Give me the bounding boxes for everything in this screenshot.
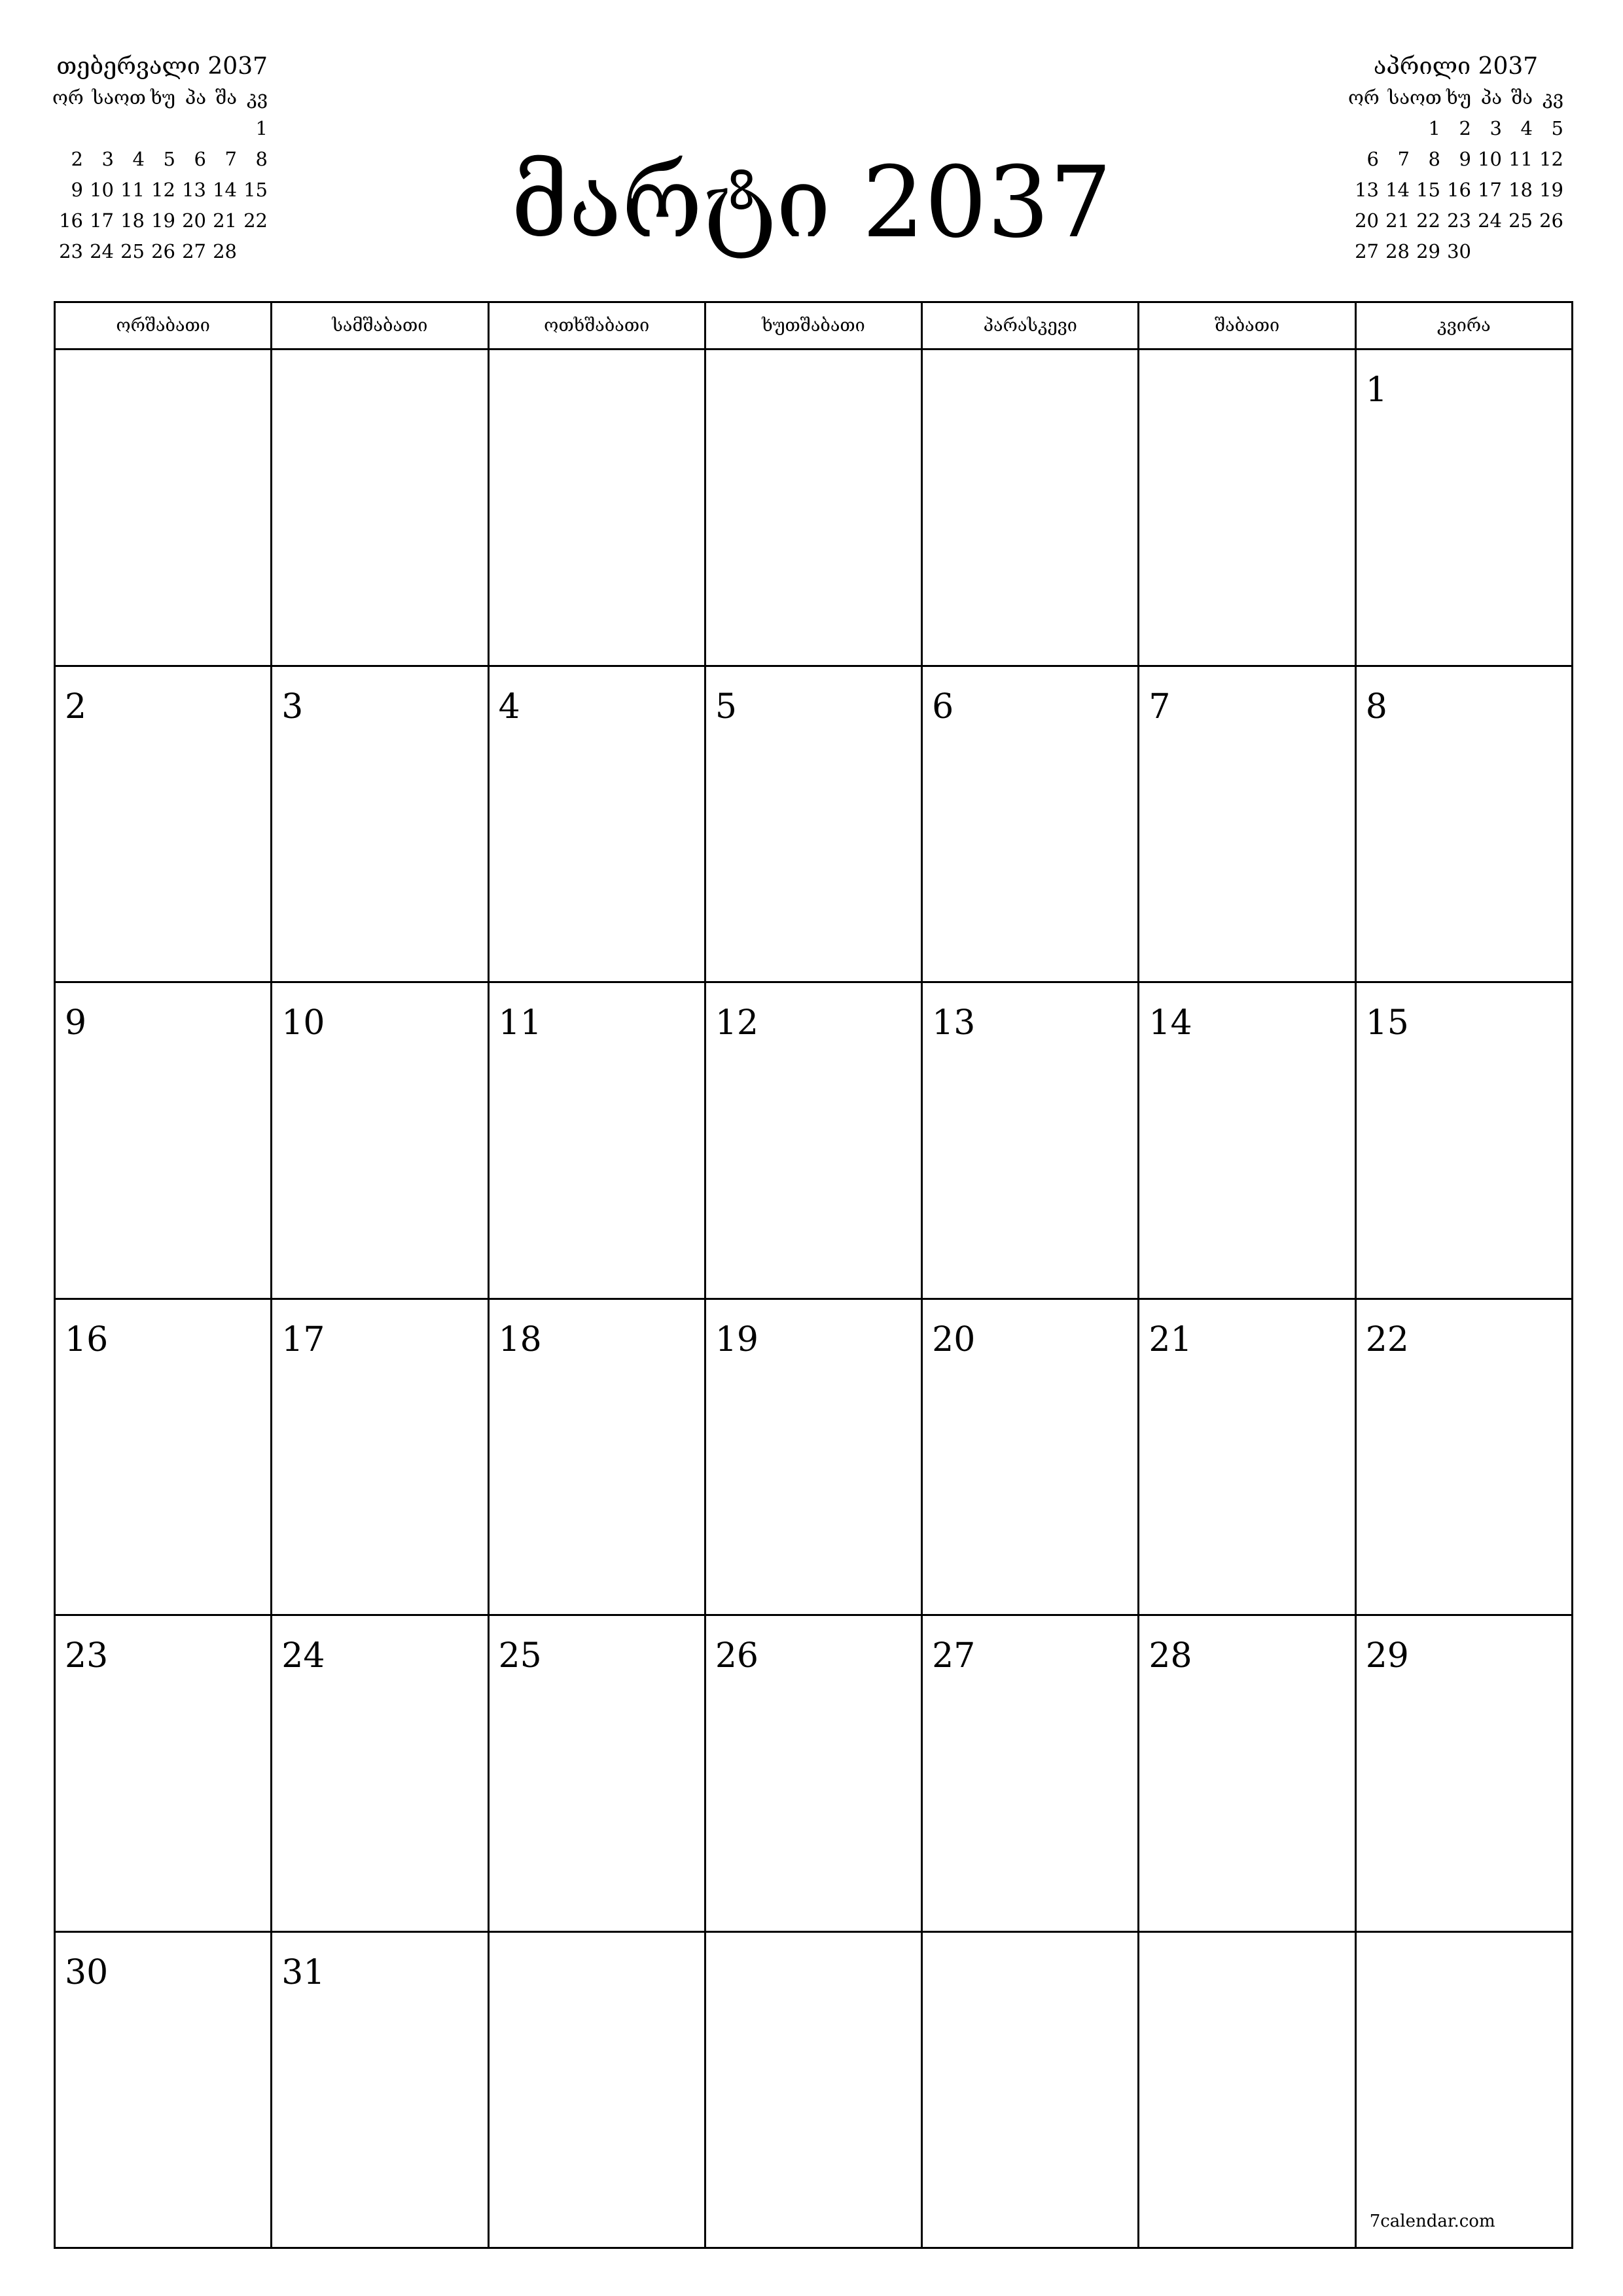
day-cell [923,350,1139,667]
day-number: 30 [65,1952,109,1992]
mini-day-number [1348,113,1379,144]
mini-day-number: 22 [1416,209,1440,232]
mini-day-number: 23 [59,240,83,262]
mini-day-number: 6 [194,148,206,170]
mini-day-number: 8 [1428,148,1440,170]
mini-day-number: 1 [1428,117,1440,139]
mini-day-number: 18 [120,209,145,232]
mini-calendar-grid [1348,82,1563,267]
mini-day-number [237,236,268,267]
day-cell [706,1933,923,2250]
day-cell [706,350,923,667]
mini-day-number: 22 [243,209,268,232]
day-cell [923,1616,1139,1933]
day-number: 28 [1149,1636,1192,1676]
day-cell [1139,983,1356,1300]
mini-weekday-label: კვ [1543,86,1563,109]
weekday-header: ორშაბათი [56,303,272,350]
day-number: 23 [65,1636,109,1676]
day-number: 15 [1365,1003,1409,1043]
day-cell [490,1616,706,1933]
page-title: მარტი 2037 [510,146,1113,260]
day-cell [56,1616,272,1933]
day-cell [1357,1616,1573,1933]
mini-day-number: 24 [1478,209,1502,232]
mini-day-number: 13 [182,179,206,201]
mini-calendar-title: აპრილი 2037 [1373,53,1539,80]
mini-calendar-title: თებერვალი 2037 [56,53,268,80]
day-number: 12 [715,1003,759,1043]
mini-day-number: 15 [1416,179,1440,201]
mini-day-number: 5 [1551,117,1563,139]
month-grid [54,301,1573,2249]
weekday-header: ხუთშაბათი [706,303,923,350]
day-cell [1139,1300,1356,1617]
day-cell [1357,1300,1573,1617]
mini-day-number: 28 [1385,240,1410,262]
day-cell [272,350,489,667]
mini-day-number: 30 [1447,240,1471,262]
day-cell [923,983,1139,1300]
mini-day-number [1502,236,1533,267]
day-cell [923,1933,1139,2250]
mini-day-number: 20 [1355,209,1379,232]
mini-day-number: 29 [1416,240,1440,262]
mini-day-number: 21 [1385,209,1410,232]
day-number: 25 [498,1636,542,1676]
mini-day-number: 25 [120,240,145,262]
day-number: 26 [715,1636,759,1676]
day-number: 1 [1365,370,1387,410]
mini-calendar-previous-month [52,51,268,267]
day-number: 9 [65,1003,87,1043]
day-number: 24 [281,1636,325,1676]
mini-day-number: 14 [1385,179,1410,201]
day-number: 20 [932,1319,976,1359]
day-number: 13 [932,1003,976,1043]
mini-weekday-label: პა [1480,86,1502,109]
day-cell [56,1300,272,1617]
weekday-header: პარასკევი [923,303,1139,350]
mini-day-number: 10 [90,179,114,201]
weekday-header: შაბათი [1139,303,1356,350]
mini-day-number: 6 [1366,148,1379,170]
day-cell [1357,350,1573,667]
day-number: 14 [1149,1003,1192,1043]
mini-day-number: 28 [213,240,237,262]
day-number: 22 [1365,1319,1409,1359]
mini-day-number: 26 [151,240,175,262]
mini-day-number: 15 [243,179,268,201]
mini-day-number [83,113,114,144]
mini-day-number: 1 [255,117,268,139]
mini-day-number: 21 [213,209,237,232]
mini-day-number: 8 [255,148,268,170]
mini-day-number [145,113,175,144]
day-number: 5 [715,687,737,726]
mini-day-number: 2 [1459,117,1471,139]
day-number: 18 [498,1319,542,1359]
mini-day-number: 12 [151,179,175,201]
mini-day-number [1379,113,1410,144]
weekday-header: კვირა [1357,303,1573,350]
weekday-header: ოთხშაბათი [490,303,706,350]
day-number: 2 [65,687,87,726]
day-cell [706,1616,923,1933]
mini-day-number [206,113,237,144]
day-number: 10 [281,1003,325,1043]
day-number: 3 [281,687,304,726]
mini-day-number: 27 [182,240,206,262]
mini-day-number: 9 [1459,148,1471,170]
mini-calendar-grid [52,82,268,267]
day-cell [1139,667,1356,984]
mini-weekday-label: ხუ [1446,86,1471,109]
mini-day-number: 20 [182,209,206,232]
mini-day-number: 16 [59,209,83,232]
day-number: 19 [715,1319,759,1359]
day-cell [490,983,706,1300]
mini-day-number: 14 [213,179,237,201]
mini-day-number: 11 [1508,148,1533,170]
mini-day-number [52,113,83,144]
day-cell [490,1933,706,2250]
mini-day-number: 13 [1355,179,1379,201]
mini-day-number [175,113,206,144]
mini-day-number: 4 [132,148,145,170]
mini-day-number: 2 [71,148,83,170]
day-cell [1357,667,1573,984]
day-cell [1139,1616,1356,1933]
day-cell [923,1300,1139,1617]
day-number: 27 [932,1636,976,1676]
day-number: 6 [932,687,954,726]
day-cell [490,350,706,667]
weekday-header: სამშაბათი [272,303,489,350]
day-cell [490,667,706,984]
mini-day-number: 3 [1489,117,1502,139]
day-cell [923,667,1139,984]
day-cell [706,667,923,984]
mini-day-number: 11 [120,179,145,201]
mini-day-number [1471,236,1502,267]
day-number: 31 [281,1952,325,1992]
day-cell [706,983,923,1300]
mini-weekday-label: ორ [1348,86,1380,109]
mini-day-number: 3 [101,148,114,170]
day-cell [272,667,489,984]
mini-day-number: 5 [163,148,175,170]
day-number: 4 [498,687,520,726]
day-cell [56,350,272,667]
day-cell [1139,1933,1356,2250]
day-cell [1357,983,1573,1300]
day-cell [272,1933,489,2250]
mini-day-number [1533,236,1563,267]
mini-day-number: 19 [151,209,175,232]
mini-day-number: 7 [1397,148,1410,170]
day-cell [706,1300,923,1617]
day-number: 17 [281,1319,325,1359]
mini-weekday-label: შა [215,86,237,109]
mini-day-number: 19 [1539,179,1563,201]
mini-weekday-label: სა [1387,86,1410,109]
day-number: 21 [1149,1319,1192,1359]
day-number: 7 [1149,687,1171,726]
credit-text: 7calendar.com [1369,2212,1495,2231]
mini-day-number: 24 [90,240,114,262]
mini-day-number: 16 [1447,179,1471,201]
day-cell [272,983,489,1300]
mini-day-number: 17 [1478,179,1502,201]
day-cell [272,1616,489,1933]
day-cell [1139,350,1356,667]
day-cell [56,667,272,984]
mini-weekday-label: ოთ [1410,86,1442,109]
mini-weekday-label: პა [185,86,206,109]
mini-day-number: 7 [224,148,237,170]
mini-day-number [114,113,145,144]
mini-weekday-label: სა [92,86,114,109]
mini-day-number: 23 [1447,209,1471,232]
mini-weekday-label: შა [1511,86,1533,109]
mini-weekday-label: ორ [52,86,84,109]
mini-weekday-label: ხუ [151,86,175,109]
mini-day-number: 4 [1520,117,1533,139]
mini-day-number: 12 [1539,148,1563,170]
mini-day-number: 9 [71,179,83,201]
mini-weekday-label: კვ [247,86,268,109]
mini-day-number: 18 [1508,179,1533,201]
day-cell [1357,1933,1573,2250]
day-number: 16 [65,1319,109,1359]
day-number: 29 [1365,1636,1409,1676]
day-number: 8 [1365,687,1387,726]
mini-day-number: 17 [90,209,114,232]
mini-day-number: 26 [1539,209,1563,232]
day-cell [56,983,272,1300]
mini-day-number: 10 [1478,148,1502,170]
day-number: 11 [498,1003,542,1043]
day-cell [56,1933,272,2250]
mini-calendar-next-month [1348,51,1563,267]
mini-weekday-label: ოთ [114,86,146,109]
mini-day-number: 25 [1508,209,1533,232]
mini-day-number: 27 [1355,240,1379,262]
day-cell [490,1300,706,1617]
day-cell [272,1300,489,1617]
